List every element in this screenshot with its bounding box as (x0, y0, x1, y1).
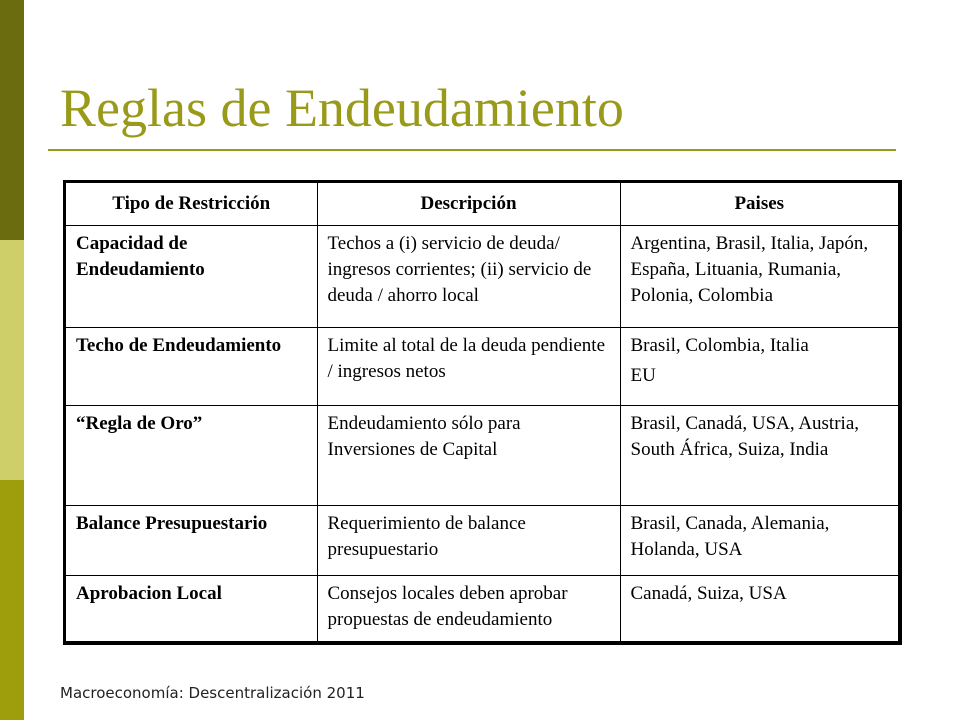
cell-countries: Argentina, Brasil, Italia, Japón, España, Lituania, Rumania, Polonia, Colombia (620, 225, 898, 327)
cell-countries-main: Brasil, Colombia, Italia (630, 334, 809, 356)
table-header-row (66, 183, 898, 225)
cell-restriction: Balance Presupuestario (66, 505, 317, 575)
debt-rules-table (66, 183, 898, 645)
debt-rules-table-frame (63, 180, 902, 645)
cell-description: Consejos locales deben aprobar propuestas de endeudamiento (317, 575, 620, 645)
cell-restriction: Capacidad de Endeudamiento (66, 225, 317, 327)
table-row (66, 405, 898, 505)
cell-countries-extra: EU (630, 364, 656, 386)
cell-countries: Brasil, Canada, Alemania, Holanda, USA (620, 505, 898, 575)
table-row (66, 505, 898, 575)
cell-description: Endeudamiento sólo para Inversiones de Capital (317, 405, 620, 505)
title-divider (48, 149, 896, 151)
side-bar-top (0, 0, 24, 240)
header-restriction-type: Tipo de Restricción (66, 183, 317, 225)
cell-restriction: Aprobacion Local (66, 575, 317, 645)
side-bar-middle (0, 240, 24, 480)
table-row (66, 575, 898, 645)
header-description: Descripción (317, 183, 620, 225)
cell-restriction: “Regla de Oro” (66, 405, 317, 505)
slide-footer: Macroeconomía: Descentralización 2011 (60, 684, 365, 702)
slide-title: Reglas de Endeudamiento (60, 78, 624, 138)
table-row (66, 327, 898, 405)
cell-countries (620, 327, 898, 405)
header-countries: Paises (620, 183, 898, 225)
cell-description: Requerimiento de balance presupuestario (317, 505, 620, 575)
cell-restriction: Techo de Endeudamiento (66, 327, 317, 405)
cell-description: Limite al total de la deuda pendiente / ingresos netos (317, 327, 620, 405)
cell-countries: Brasil, Canadá, USA, Austria, South África, Suiza, India (620, 405, 898, 505)
cell-countries: Canadá, Suiza, USA (620, 575, 898, 645)
side-bar-bottom (0, 480, 24, 720)
cell-description: Techos a (i) servicio de deuda/ ingresos corrientes; (ii) servicio de deuda / ahorro local (317, 225, 620, 327)
table-row (66, 225, 898, 327)
